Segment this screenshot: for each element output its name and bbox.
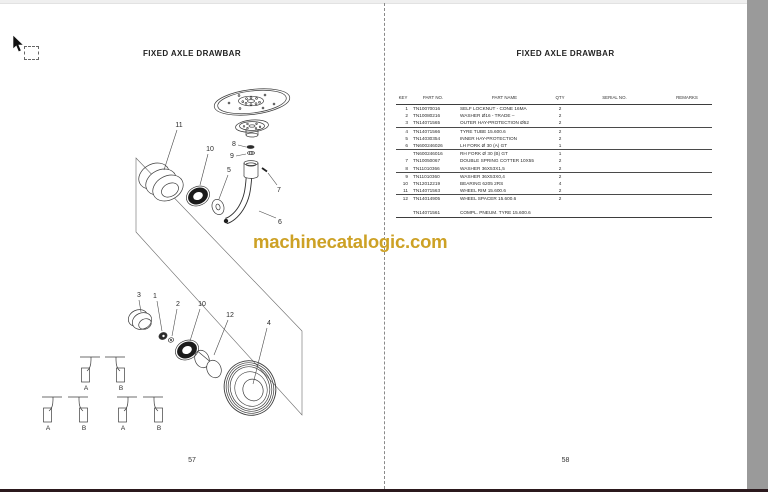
callout-7: 7 — [277, 187, 281, 194]
cell-remarks — [662, 128, 712, 135]
cell-key: 8 — [405, 165, 408, 171]
part-4-tyre — [216, 353, 284, 423]
cell-key: 9 — [405, 173, 408, 179]
cell-pname: LH FORK Ø 30 (A) GT — [460, 142, 508, 148]
header-part-name: PART NAME — [491, 95, 518, 100]
cell-pno: TN14071566 — [413, 128, 441, 134]
snapshot-marquee-icon — [24, 46, 39, 60]
left-page-title: FIXED AXLE DRAWBAR — [142, 49, 242, 58]
cell-qty: 2 — [558, 113, 562, 119]
table-row — [396, 157, 712, 164]
cell-pno: TN14071561 — [413, 210, 441, 216]
parts-table — [396, 95, 712, 218]
cell-pno: TN14071563 — [413, 188, 441, 194]
variant-label-b1: B — [118, 385, 124, 392]
parts-table-header — [396, 95, 712, 105]
cell-serial — [567, 195, 662, 202]
cell-serial — [567, 105, 662, 112]
cell-serial — [567, 119, 662, 126]
callout-4: 4 — [267, 320, 271, 327]
cell-remarks — [662, 195, 712, 202]
cell-serial — [567, 187, 662, 194]
header-key: KEY — [398, 95, 408, 100]
cell-qty: 4 — [558, 180, 562, 186]
cell-remarks — [662, 187, 712, 194]
cell-key: 11 — [403, 188, 408, 194]
table-row — [396, 165, 712, 173]
table-row — [396, 135, 712, 142]
cell-serial — [567, 150, 662, 157]
variant-label-a2: A — [45, 425, 51, 432]
part-10-bearing-upper — [183, 182, 213, 209]
cell-pname: WHEEL RIM 15.600.6 — [460, 188, 506, 194]
scrollbar-track[interactable] — [747, 0, 768, 490]
cell-serial — [567, 128, 662, 135]
callout-6: 6 — [278, 219, 282, 226]
callout-11: 11 — [175, 122, 183, 129]
cell-key — [396, 209, 410, 216]
table-row — [396, 105, 712, 112]
cell-qty: 1 — [558, 142, 562, 148]
cell-remarks — [662, 150, 712, 157]
table-row — [396, 142, 712, 150]
cell-key: 5 — [405, 135, 408, 141]
cell-qty: 2 — [558, 158, 562, 164]
cell-pname: SELF LOCKNUT - CONE 16MA — [460, 106, 527, 111]
cell-remarks — [662, 112, 712, 119]
part-5-washer — [210, 198, 226, 216]
cell-pno: TN10050067 — [413, 158, 441, 164]
left-page-number: 57 — [188, 457, 196, 464]
part-2-washer — [168, 337, 175, 343]
cell-qty: 2 — [558, 128, 562, 134]
cell-remarks — [662, 180, 712, 187]
cell-pname: INNER HAY-PROTECTION — [460, 135, 518, 141]
part-3-outer-protection — [126, 307, 155, 333]
part-10-bearing-lower — [172, 336, 202, 363]
cell-key: 12 — [402, 196, 408, 202]
cell-remarks — [662, 173, 712, 180]
cell-pno: TN600246016 — [413, 151, 443, 157]
table-row — [396, 119, 712, 127]
callout-1: 1 — [153, 293, 157, 300]
hub-assembly — [235, 119, 269, 137]
table-row — [396, 180, 712, 187]
header-remarks: REMARKS — [676, 95, 698, 100]
callout-10b: 10 — [198, 301, 206, 308]
cell-pno: TN14014905 — [413, 196, 441, 202]
cell-key: 10 — [402, 180, 408, 186]
cell-pname: WHEEL SPACER 15.600.6 — [460, 196, 517, 202]
cell-serial — [567, 173, 662, 180]
variant-label-b3: B — [156, 425, 162, 432]
watermark-text: machinecatalogic.com — [253, 231, 448, 252]
cell-remarks — [662, 142, 712, 149]
cell-serial — [567, 157, 662, 164]
callout-12: 12 — [226, 312, 234, 319]
right-page-number: 58 — [561, 457, 570, 464]
part-12-spacer — [192, 348, 224, 380]
cell-pno: TN14071565 — [413, 120, 441, 126]
table-row — [396, 187, 712, 195]
cell-pname: RH FORK Ø 30 (B) GT — [460, 151, 508, 157]
cell-qty — [553, 209, 567, 216]
cell-qty: 2 — [558, 188, 562, 194]
callout-5: 5 — [227, 167, 231, 174]
cell-serial — [567, 112, 662, 119]
cell-pno: TN600246026 — [413, 142, 443, 148]
cell-serial — [567, 142, 662, 149]
cell-key: 3 — [405, 120, 408, 126]
cell-pno: TN11010360 — [413, 173, 440, 179]
cell-serial — [567, 165, 662, 172]
cell-key: 1 — [405, 106, 408, 111]
cell-serial — [567, 180, 662, 187]
table-row — [396, 150, 712, 157]
variant-label-b2: B — [81, 425, 87, 432]
cell-serial — [567, 209, 662, 216]
cell-qty: 2 — [558, 120, 562, 126]
cell-pname: BEARING 6205 2RS — [460, 180, 504, 186]
cell-qty: 2 — [558, 165, 562, 171]
cell-pname: DOUBLE SPRING COTTER 10X55 — [460, 158, 534, 164]
cell-key: 7 — [405, 158, 408, 164]
cell-pname: WASHER 36X53X1,5 — [460, 165, 505, 171]
cell-pname: OUTER HAY-PROTECTION Ø52 — [460, 120, 530, 126]
header-qty: QTY — [555, 95, 565, 100]
part-1-locknut — [158, 331, 168, 341]
cell-remarks — [662, 119, 712, 126]
cell-remarks — [662, 165, 712, 172]
cell-pname: WASHER 36X53X0,4 — [460, 173, 505, 179]
callout-3: 3 — [137, 292, 141, 299]
table-row — [396, 195, 712, 202]
header-serial-no: SERIAL NO. — [602, 95, 627, 100]
cell-remarks — [662, 105, 712, 112]
cell-key: 2 — [405, 113, 408, 119]
cell-pno: TN12012219 — [413, 180, 441, 186]
variant-label-a1: A — [83, 385, 89, 392]
part-9-washer — [247, 151, 254, 154]
cell-remarks — [662, 135, 712, 142]
cell-qty: 2 — [558, 106, 562, 111]
table-summary-row — [396, 209, 712, 217]
cell-pno: TN14030354 — [413, 135, 441, 141]
cell-qty: 2 — [558, 196, 562, 202]
cell-qty: 2 — [558, 173, 562, 179]
table-row — [396, 173, 712, 180]
callout-9: 9 — [230, 153, 234, 160]
parts-table-body — [396, 105, 712, 218]
right-page-title: FIXED AXLE DRAWBAR — [516, 49, 615, 58]
cell-serial — [567, 135, 662, 142]
part-11-protection-stack — [134, 158, 188, 206]
callout-10a: 10 — [206, 146, 214, 153]
table-row — [396, 112, 712, 119]
cell-pname: WASHER Ø16 - TRADE – — [460, 113, 515, 119]
cell-pname: COMPL. PNEUM. TYRE 15.600.6 — [460, 210, 531, 216]
cell-qty: 1 — [558, 151, 562, 157]
cell-pno: TN10070016 — [413, 106, 441, 111]
cell-remarks — [662, 157, 712, 164]
cell-key — [396, 150, 410, 157]
wheel-rim-assembly — [213, 85, 291, 119]
cell-key: 6 — [405, 142, 408, 148]
header-part-no: PART NO. — [422, 95, 444, 100]
fork-orientation-icons — [42, 357, 163, 422]
cell-qty: 2 — [558, 135, 562, 141]
cell-key: 4 — [405, 128, 408, 134]
callout-2: 2 — [176, 301, 180, 308]
part-8-locknut — [247, 146, 254, 149]
cell-pno: TN11010366 — [413, 165, 440, 171]
variant-label-a3: A — [120, 425, 126, 432]
callout-8: 8 — [232, 141, 236, 148]
part-7-pin — [262, 168, 267, 172]
table-row — [396, 128, 712, 135]
cell-remarks — [662, 209, 712, 216]
cell-pno: TN10080216 — [413, 113, 441, 119]
cell-pname: TYRE TUBE 15.600.6 — [460, 128, 506, 134]
